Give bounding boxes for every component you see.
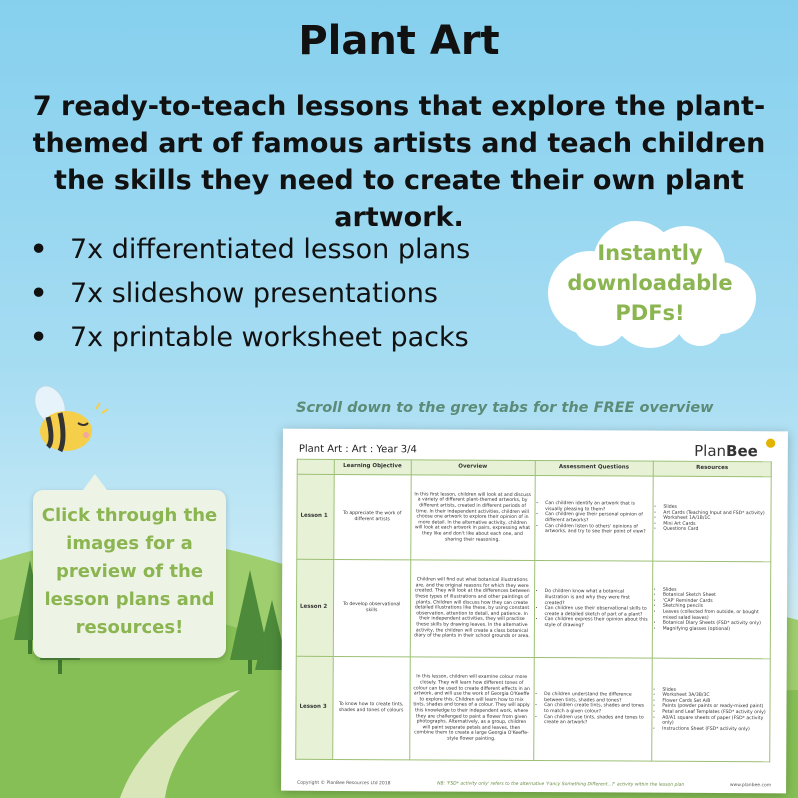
column-header: Assessment Questions <box>535 460 653 476</box>
resource-item: • Worksheet 3A/3B/3C <box>662 693 766 699</box>
assessment-questions <box>534 560 653 658</box>
lesson-label: Lesson 1 <box>297 474 334 559</box>
bullet-glyph: • <box>30 322 48 353</box>
resources <box>652 561 771 659</box>
feature-item-label: 7x printable worksheet packs <box>70 322 469 353</box>
question-item: • Can children identify an artwork that is visually pleasing to them? <box>545 501 649 513</box>
resources <box>652 658 771 762</box>
footer-url: www.planbee.com <box>729 783 772 789</box>
question-item: • Can children express their opinion about this style of drawing? <box>544 617 648 629</box>
resource-item: • Flower Cards Set A/B <box>662 698 766 704</box>
resource-item: • A0/A1 square sheets of paper (FSD* activity only) <box>662 715 766 727</box>
lesson-label: Lesson 3 <box>296 656 333 759</box>
question-item: • Do children understand the difference between tints, shades and tones? <box>544 692 648 704</box>
feature-item-label: 7x differentiated lesson plans <box>70 234 471 265</box>
planbee-logo <box>694 442 758 460</box>
bullet-glyph: • <box>30 234 48 265</box>
document-footer <box>297 781 771 788</box>
resource-item: • Slides <box>663 587 767 593</box>
feature-list <box>30 228 470 360</box>
footer-note: NB: 'FSD* activity only' refers to the alternative 'Fancy Something Different...?' activity within the lesson plan <box>437 781 685 788</box>
question-item: • Can children give their personal opinion of different artworks? <box>545 512 649 524</box>
preview-callout <box>33 490 226 658</box>
bullet-glyph: • <box>30 278 48 309</box>
learning-objective: To develop observational skills <box>333 559 410 656</box>
resource-item: • Paints (powder paints or ready-mixed paint) <box>662 704 766 710</box>
lesson-overview: Children will find out what botanical illustrations are, and the original reasons for which they were created. They will look at the differences between these types of illustrations and other paintings of plants. Children will discuss how they can create detailed illustrations like these, by using constant observation, attention to detail, and patience. In their independent activities, they will practise these skills by drawing leaves. In the alternative activity, the children will create a class botanical diary of the plants in their school grounds or area. <box>410 560 535 658</box>
bee-icon <box>28 383 113 458</box>
table-row <box>297 474 771 561</box>
resource-item: • Slides <box>663 505 767 511</box>
feature-item <box>30 272 470 316</box>
page-title: Plant Art <box>298 18 500 64</box>
scroll-hint-text: Scroll down to the grey tabs for the FREE overview <box>296 400 714 416</box>
resource-item: • Art Cards (Teaching Input and FSD* activity) <box>663 510 767 516</box>
page-subtitle: 7 ready-to-teach lessons that explore the plant-themed art of famous artists and teach children the skills they need to create their own plant artwork. <box>32 91 766 233</box>
learning-objective: To know how to create tints, shades and tones of colours <box>333 656 410 759</box>
question-item: • Can children use their observational skills to create a detailed sketch of part of a plant? <box>545 606 649 618</box>
footer-copyright: Copyright © PlanBee Resources Ltd 2018 <box>297 780 391 787</box>
resource-item: • Worksheet 1A/1B/1C <box>663 516 767 522</box>
column-header: Overview <box>411 460 535 476</box>
question-item: • Can children use tints, shades and tones to create an artwork? <box>544 715 648 727</box>
lesson-label: Lesson 2 <box>296 559 333 656</box>
table-row <box>296 656 771 761</box>
resources <box>653 476 772 562</box>
column-header: Resources <box>653 461 771 477</box>
column-header <box>297 459 334 474</box>
lesson-plan-preview[interactable] <box>281 429 788 794</box>
question-item: • Can children listen to others' opinions of artworks, and try to see their point of view? <box>545 524 649 536</box>
question-item: • Do children know what a botanical illustration is and why they were first created? <box>545 589 649 606</box>
document-header: Plant Art : Art : Year 3/4 <box>298 443 417 456</box>
download-badge-text: Instantly downloadable PDFs! <box>567 241 733 325</box>
resource-item: • Instructions Sheet (FSD* activity only) <box>662 726 766 732</box>
resource-item: • 'CAP' Reminder Cards <box>663 598 767 604</box>
resource-item: • Botanical Sketch Sheet <box>663 593 767 599</box>
lesson-table <box>295 459 772 762</box>
resource-item: • Sketching pencils <box>663 604 767 610</box>
lesson-overview: In this first lesson, children will look at and discuss a variety of different plant-themed artworks, by different artists, created in different periods of time. In their independent activities, children will choose one artwork to explore their opinion of in more detail. In the alternative activity, children will look at each artwork in pairs, expressing what they like and don't like about each one, and sharing their reasoning. <box>410 475 535 561</box>
assessment-questions <box>534 475 653 561</box>
feature-item <box>30 316 470 360</box>
feature-item-label: 7x slideshow presentations <box>70 278 438 309</box>
logo-bee: Bee <box>726 442 758 461</box>
question-item: • Can children create tints, shades and tones to match a given colour? <box>544 703 648 715</box>
table-row <box>296 559 771 658</box>
feature-item <box>30 228 470 272</box>
resource-item: • Leaves (collected from outside, or bought mixed salad leaves) <box>663 610 767 622</box>
resource-item: • Slides <box>662 687 766 693</box>
resource-item: • Magnifying glasses (optional) <box>663 626 767 632</box>
resource-item: • Petal and Leaf Templates (FSD* activity only) <box>662 710 766 716</box>
resource-item: • Botanical Diary Sheets (FSD* activity only) <box>663 621 767 627</box>
preview-callout-text: Click through the images for a preview of the lesson plans and resources! <box>41 505 218 638</box>
column-header: Learning Objective <box>334 459 411 474</box>
resource-item: • Questions Card <box>663 527 767 533</box>
logo-plan: Plan <box>694 441 727 461</box>
assessment-questions <box>533 657 652 761</box>
logo-bee-icon: ● <box>765 435 776 450</box>
learning-objective: To appreciate the work of different artists <box>334 474 411 559</box>
lesson-overview: In this lesson, children will examine colour more closely. They will learn how different tones of colour can be used to create different effects in an artwork, and will use the work of Georgia O'Keeffe to explore this. Children will learn how to mix tints, shades and tones of a colour. They will apply this knowledge to their independent work, where they are challenged to paint a flower from given photographs. Alternatively, as a group, children will paint separate petals and leaves, then combine them to create a large Georgia O'Keeffe-style flower painting. <box>409 657 534 761</box>
resource-item: • Mini Art Cards <box>663 521 767 527</box>
